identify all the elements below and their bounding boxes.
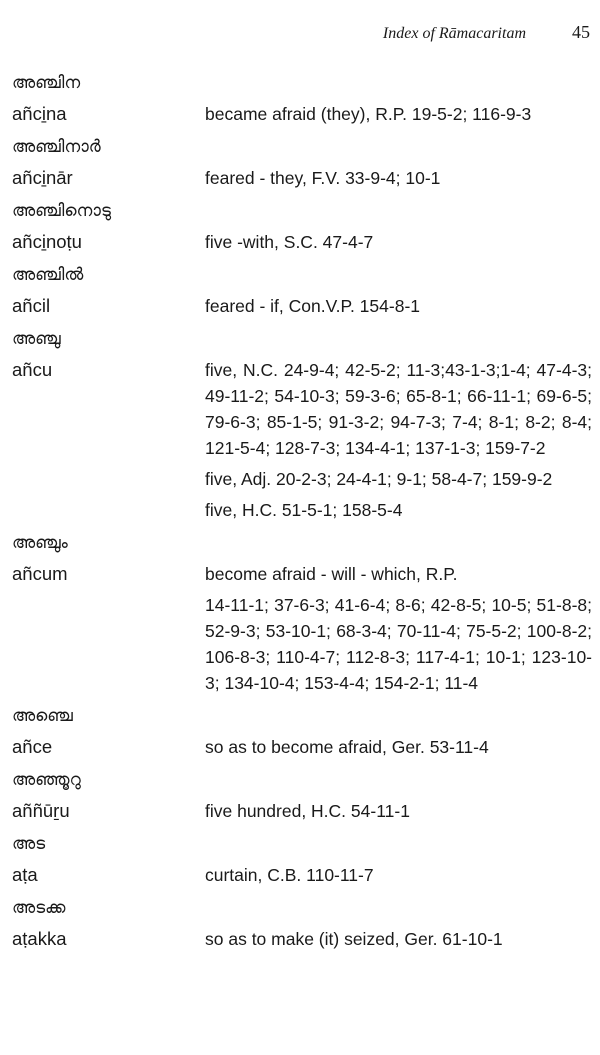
transliteration: aṭa: [12, 864, 38, 885]
definition-text: became afraid (they), R.P. 19-5-2; 116-9-3: [205, 104, 532, 124]
running-head: [383, 22, 590, 43]
definition-text: feared - if, Con.V.P. 154-8-1: [205, 296, 420, 316]
definitions: [205, 859, 592, 893]
transliteration: añcil: [12, 295, 51, 316]
transliteration: añce: [12, 736, 53, 757]
index-entry: [12, 528, 592, 701]
index-entry: [12, 196, 592, 260]
entry-row: [12, 859, 592, 893]
entry-row: [12, 795, 592, 829]
definition-text: 14-11-1; 37-6-3; 41-6-4; 8-6; 42-8-5; 10-5; 51-8-8; 52-9-3; 53-10-1; 68-3-4; 70-11-4; 75-5-2; 100-8-2; 106-8-3; 110-4-7; 112-8-3; 117-4-1; 10-1; 123-10-3; 134-10-4; 153-4-4; 154-2-1; 11-4: [205, 595, 592, 693]
definitions: [205, 162, 592, 196]
entry-row: [12, 923, 592, 957]
entry-row: [12, 98, 592, 132]
definitions: [205, 354, 592, 528]
transliteration: añci̱nār: [12, 167, 73, 188]
definition-text: five -with, S.C. 47-4-7: [205, 232, 374, 252]
index-entry: [12, 701, 592, 765]
entry-row: [12, 731, 592, 765]
definitions: [205, 795, 592, 829]
index-entry: [12, 132, 592, 196]
definitions: [205, 923, 592, 957]
index-entry: [12, 68, 592, 132]
transliteration: aṭakka: [12, 928, 67, 949]
definition-text: so as to make (it) seized, Ger. 61-10-1: [205, 929, 503, 949]
definitions: [205, 558, 592, 701]
definitions: [205, 98, 592, 132]
definition-text: feared - they, F.V. 33-9-4; 10-1: [205, 168, 441, 188]
transliteration: añcu: [12, 359, 53, 380]
malayalam-headword: അട: [12, 834, 46, 854]
definition-text: five hundred, H.C. 54-11-1: [205, 801, 410, 821]
index-entry: [12, 893, 592, 957]
malayalam-headword: അഞ്ചിനൊടു: [12, 201, 111, 221]
malayalam-headword: അഞ്ചെ: [12, 706, 73, 726]
index-entry: [12, 829, 592, 893]
malayalam-headword: അഞ്ചിനാർ: [12, 137, 101, 157]
running-title: Index of Rāmacaritam: [382, 25, 526, 42]
definition-text: so as to become afraid, Ger. 53-11-4: [205, 737, 489, 757]
entry-row: [12, 226, 592, 260]
index-entry: [12, 324, 592, 528]
index-entry: [12, 260, 592, 324]
definition-text: curtain, C.B. 110-11-7: [205, 865, 374, 885]
malayalam-headword: അഞ്ചിൽ: [12, 265, 84, 285]
definition-text: five, H.C. 51-5-1; 158-5-4: [205, 500, 403, 520]
malayalam-headword: അഞ്ചും: [12, 533, 68, 553]
entry-row: [12, 354, 592, 528]
page-number: 45: [572, 22, 590, 42]
transliteration: añcum: [12, 563, 68, 584]
malayalam-headword: അഞ്ചു: [12, 329, 61, 349]
definition-text: become afraid - will - which, R.P.: [205, 564, 458, 584]
entry-row: [12, 558, 592, 701]
malayalam-headword: അഞ്ചിന: [12, 73, 81, 93]
index-entry: [12, 765, 592, 829]
definitions: [205, 290, 592, 324]
entry-row: [12, 290, 592, 324]
malayalam-headword: അടക്ക: [12, 898, 66, 918]
transliteration: añci̱noṭu: [12, 231, 82, 252]
definition-text: five, Adj. 20-2-3; 24-4-1; 9-1; 58-4-7; 159-9-2: [205, 469, 553, 489]
malayalam-headword: അഞ്ഞൂറു: [12, 770, 81, 790]
index-entries: [12, 68, 592, 957]
definition-text: five, N.C. 24-9-4; 42-5-2; 11-3;43-1-3;1-4; 47-4-3; 49-11-2; 54-10-3; 59-3-6; 65-8-1; 66-11-1; 69-6-5; 79-6-3; 85-1-5; 91-3-2; 94-7-3; 7-4; 8-1; 8-2; 8-4; 121-5-4; 128-7-3; 134-4-1; 137-1-3; 159-7-2: [205, 360, 592, 458]
transliteration: aññūṟu: [12, 800, 70, 821]
entry-row: [12, 162, 592, 196]
definitions: [205, 731, 592, 765]
definitions: [205, 226, 592, 260]
transliteration: añci̱na: [12, 103, 67, 124]
